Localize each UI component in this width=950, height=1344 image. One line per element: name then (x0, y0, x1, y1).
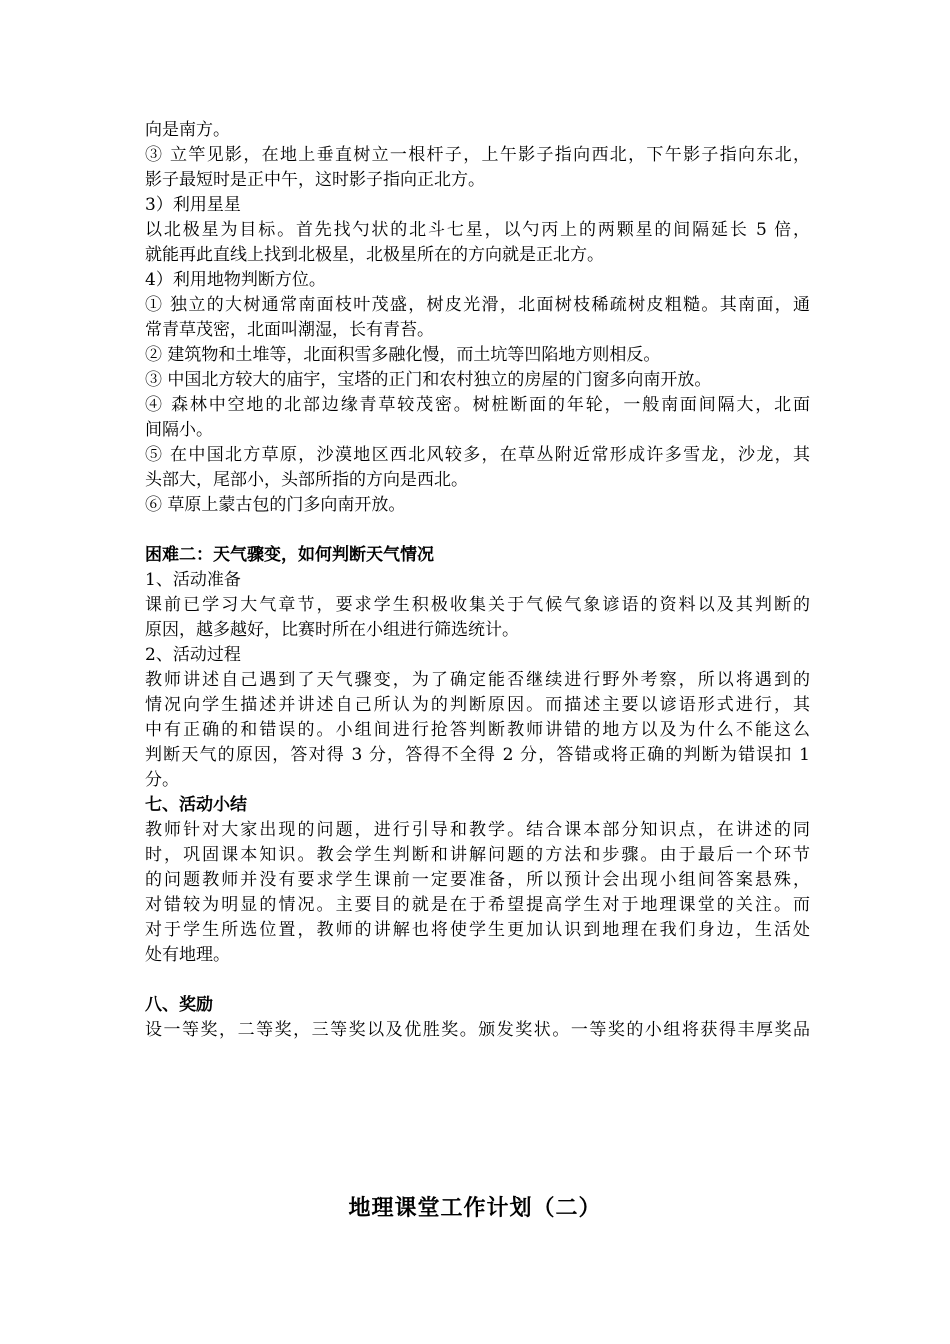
paragraph-line: 中有正确的和错误的。小组间进行抢答判断教师讲错的地方以及为什么不能这么 (145, 720, 810, 740)
paragraph-line: 向是南方。 (145, 120, 230, 140)
spacer (145, 518, 810, 543)
paragraph-line: ② 建筑物和土堆等，北面积雪多融化慢，而土坑等凹陷地方则相反。 (145, 345, 661, 365)
paragraph-line: 教师针对大家出现的问题，进行引导和教学。结合课本部分知识点，在讲述的同 (145, 820, 810, 840)
next-document-title: 地理课堂工作计划（二） (348, 1195, 602, 1221)
direction-methods-section (145, 118, 810, 518)
paragraph-line: 时，巩固课本知识。教会学生判断和讲解问题的方法和步骤。由于最后一个环节 (145, 845, 810, 865)
paragraph-line: 设一等奖，二等奖，三等奖以及优胜奖。颁发奖状。一等奖的小组将获得丰厚奖品 (145, 1020, 810, 1040)
paragraph-line: 对于学生所选位置，教师的讲解也将使学生更加认识到地理在我们身边，生活处 (145, 920, 810, 940)
paragraph-line: 对错较为明显的情况。主要目的就是在于希望提高学生对于地理课堂的关注。而 (145, 895, 810, 915)
subsection-label: 3）利用星星 (145, 195, 241, 215)
paragraph-line: 情况向学生描述并讲述自己所认为的判断原因。而描述主要以谚语形式进行，其 (145, 695, 810, 715)
paragraph-line: 教师讲述自己遇到了天气骤变，为了确定能否继续进行野外考察，所以将遇到的 (145, 670, 810, 690)
subsection-label: 1、活动准备 (145, 570, 241, 590)
paragraph-line: 就能再此直线上找到北极星，北极星所在的方向就是正北方。 (145, 245, 604, 265)
paragraph-line: 影子最短时是正中午，这时影子指向正北方。 (145, 170, 485, 190)
subsection-label: 4）利用地物判断方位。 (145, 270, 326, 290)
paragraph-line: ④ 森林中空地的北部边缘青草较茂密。树桩断面的年轮，一般南面间隔大，北面 (145, 395, 810, 415)
paragraph-line: ③ 立竿见影，在地上垂直树立一根杆子，上午影子指向西北，下午影子指向东北， (145, 145, 810, 165)
paragraph-line: ③ 中国北方较大的庙宇，宝塔的正门和农村独立的房屋的门窗多向南开放。 (145, 370, 712, 390)
spacer (145, 968, 810, 993)
paragraph-line: ⑥ 草原上蒙古包的门多向南开放。 (145, 495, 406, 515)
paragraph-line: ① 独立的大树通常南面枝叶茂盛，树皮光滑，北面树枝稀疏树皮粗糙。其南面，通 (145, 295, 810, 315)
paragraph-line: ⑤ 在中国北方草原，沙漠地区西北风较多，在草丛附近常形成许多雪龙，沙龙，其 (145, 445, 810, 465)
section-heading: 七、活动小结 (145, 795, 247, 815)
section-heading: 八、奖励 (145, 995, 213, 1015)
paragraph-line: 常青草茂密，北面叫潮湿，长有青苔。 (145, 320, 434, 340)
difficulty-two-section (145, 543, 810, 793)
paragraph-line: 处有地理。 (145, 945, 230, 965)
paragraph-line: 间隔小。 (145, 420, 213, 440)
paragraph-line: 分。 (145, 770, 179, 790)
section-heading: 困难二：天气骤变，如何判断天气情况 (145, 545, 434, 565)
paragraph-line: 头部大，尾部小，头部所指的方向是西北。 (145, 470, 468, 490)
summary-section (145, 793, 810, 968)
document-body (145, 118, 810, 1043)
paragraph-line: 以北极星为目标。首先找勺状的北斗七星，以勺丙上的两颗星的间隔延长 5 倍， (145, 220, 810, 240)
paragraph-line: 的问题教师并没有要求学生课前一定要准备，所以预计会出现小组间答案悬殊， (145, 870, 810, 890)
subsection-label: 2、活动过程 (145, 645, 241, 665)
paragraph-line: 课前已学习大气章节，要求学生积极收集关于气候气象谚语的资料以及其判断的 (145, 595, 810, 615)
paragraph-line: 判断天气的原因，答对得 3 分，答得不全得 2 分，答错或将正确的判断为错误扣 1 (145, 745, 810, 765)
paragraph-line: 原因，越多越好，比赛时所在小组进行筛选统计。 (145, 620, 519, 640)
awards-section (145, 993, 810, 1043)
